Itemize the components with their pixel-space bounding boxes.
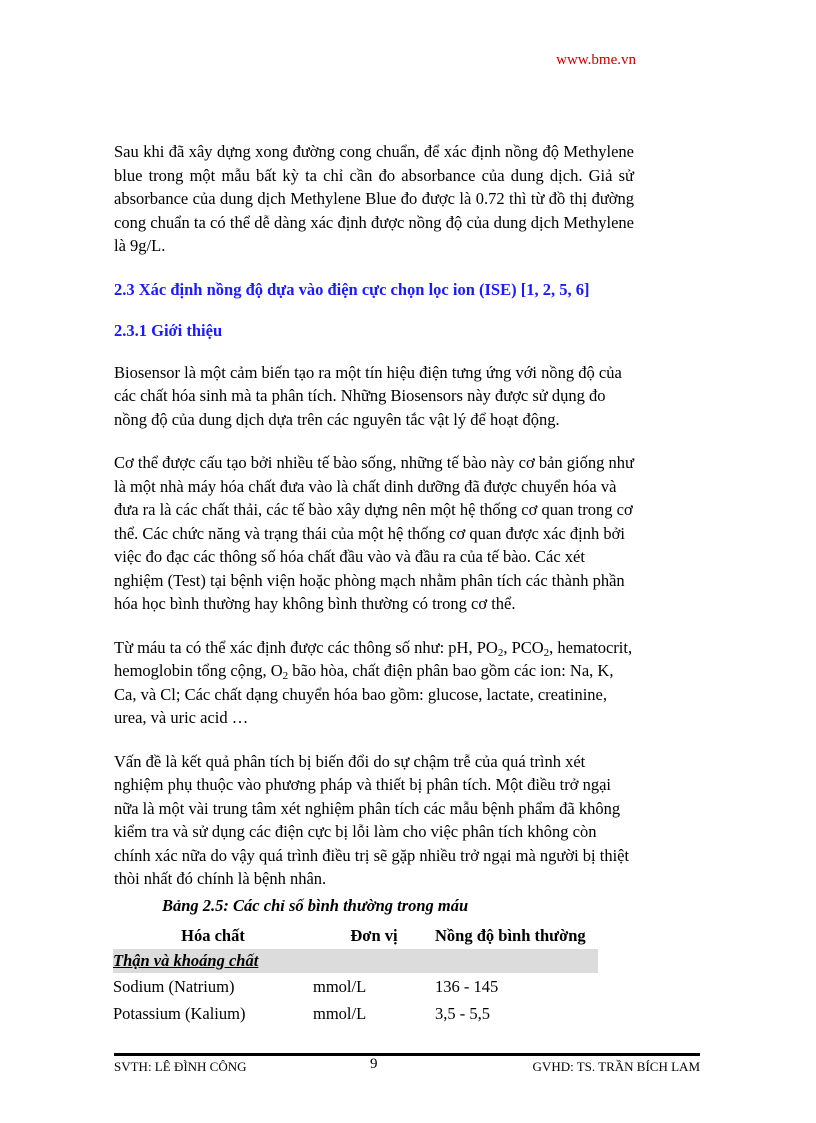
section-heading: 2.3 Xác định nồng độ dựa vào điện cực chọn lọc ion (ISE) [1, 2, 5, 6] (114, 279, 590, 299)
text-fragment: Từ máu ta có thể xác định được các thông số như: pH, PO (114, 637, 498, 657)
header-chemical: Hóa chất (181, 925, 245, 945)
cell-chemical: Sodium (Natrium) (113, 976, 235, 996)
table-row (113, 973, 598, 1000)
table-row (113, 1000, 598, 1027)
section-label: Thận và khoáng chất (113, 951, 259, 970)
table-header-row (113, 922, 598, 949)
footer-divider (114, 1053, 700, 1056)
page-number: 9 (370, 1056, 378, 1072)
paragraph-blood-parameters (114, 636, 634, 730)
text-fragment: , hematocrit, hemoglobin tổng cộng, O (114, 637, 633, 680)
subscript: 2 (497, 646, 504, 659)
cell-range: 3,5 - 5,5 (435, 1003, 490, 1023)
header-url[interactable]: www.bme.vn (556, 52, 636, 68)
table-caption: Bảng 2.5: Các chỉ số bình thường trong máu (162, 896, 469, 915)
subscript: 2 (543, 646, 550, 659)
intro-paragraph: Sau khi đã xây dựng xong đường cong chuẩn, để xác định nồng độ Methylene blue trong một mẫu bất kỳ ta chỉ cần đo absorbance của dung dịch. Giả sử absorbance của dung dịch Methylene Blue đo được là 0.72 thì từ đồ thị đường cong chuẩn ta có thể dễ dàng xác định được nồng độ của dung dịch Methylene là 9g/L. (114, 142, 634, 255)
header-normal-range: Nồng độ bình thường (435, 925, 586, 945)
normal-values-table (113, 922, 598, 1027)
subscript: 2 (282, 670, 289, 682)
text-fragment: bão hòa, chất điện phân bao gồm các ion: Na, K, Ca, và Cl; Các chất dạng chuyển hóa bao gồm: glucose, lactate, creatinine, urea, và uric acid … (114, 661, 614, 727)
table-section-row (113, 949, 598, 973)
header-unit: Đơn vị (350, 925, 398, 945)
subsection-heading: 2.3.1 Giới thiệu (114, 321, 223, 340)
text-fragment: , PCO (503, 637, 544, 657)
cell-range: 136 - 145 (435, 976, 499, 996)
paragraph-biosensor: Biosensor là một cảm biến tạo ra một tín hiệu điện tưng ứng với nồng độ của các chất hóa sinh mà ta phân tích. Những Biosensors này được sử dụng đo nồng độ của dung dịch dựa trên các nguyên tắc vật lý để hoạt động. (114, 362, 622, 429)
paragraph-analysis-issues: Vấn đề là kết quả phân tích bị biến đổi do sự chậm trễ của quá trình xét nghiệm phụ thuộc vào phương pháp và thiết bị phân tích. Một điều trở ngại nữa là một vài trung tâm xét nghiệm phân tích các mẫu bệnh phẩm đã không kiểm tra và sử dụng các điện cực bị lỗi làm cho việc phân tích không còn chính xác nữa do vậy quá trình điều trị sẽ gặp nhiều trở ngại mà người bị thiệt thòi nhất đó chính là bệnh nhân. (114, 751, 630, 888)
footer-advisor: GVHD: TS. TRẦN BÍCH LAM (532, 1059, 700, 1074)
cell-chemical: Potassium (Kalium) (113, 1003, 246, 1023)
cell-unit: mmol/L (313, 1003, 367, 1023)
main-content (114, 140, 634, 911)
footer-student: SVTH: LÊ ĐÌNH CÔNG (114, 1059, 247, 1074)
cell-unit: mmol/L (313, 976, 367, 996)
paragraph-body-cells: Cơ thể được cấu tạo bởi nhiều tế bào sống, những tế bào này cơ bản giống như là một nhà máy hóa chất đưa vào là chất dinh dưỡng đã được chuyển hóa và đưa ra là các chất thải, các tế bào xây dựng nên một hệ thống cơ quan trong cơ thể. Các chức năng và trạng thái của một hệ thống cơ quan được xác định bởi việc đo đạc các thông số hóa chất đầu vào và đầu ra của tế bào. Các xét nghiệm (Test) tại bệnh viện hoặc phòng mạch nhằm phân tích các thành phần hóa học bình thường hay không bình thường có trong cơ thể. (114, 453, 634, 613)
